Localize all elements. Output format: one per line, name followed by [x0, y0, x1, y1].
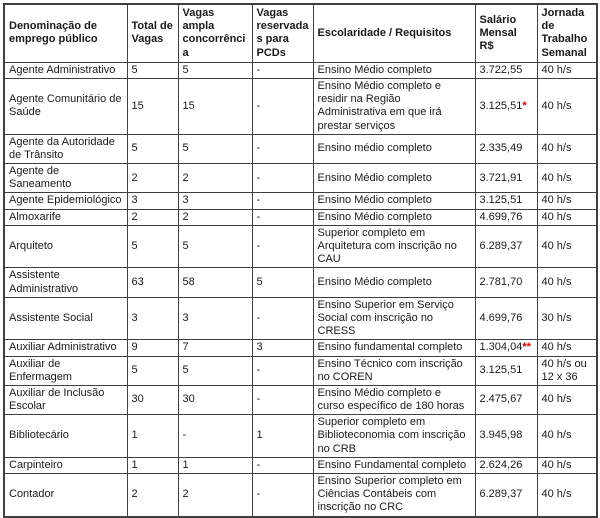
- cell-ampla: 2: [178, 209, 252, 225]
- cell-pcd: -: [252, 62, 313, 78]
- cell-total: 63: [127, 268, 178, 297]
- cell-cargo: Bibliotecário: [4, 415, 127, 458]
- cell-jornada: 40 h/s: [537, 415, 597, 458]
- header-row: [4, 4, 597, 62]
- salary-value: 3.125,51: [479, 364, 523, 377]
- cell-ampla: -: [178, 415, 252, 458]
- cell-jornada: 40 h/s: [537, 340, 597, 356]
- cell-salario: [475, 164, 537, 193]
- cell-escolaridade: Ensino Técnico com inscrição no COREN: [313, 356, 475, 385]
- salary-footnote-marker: **: [522, 341, 531, 354]
- table-body: [4, 62, 597, 516]
- cell-pcd: -: [252, 78, 313, 134]
- cell-total: 15: [127, 78, 178, 134]
- cell-jornada: 40 h/s ou 12 x 36: [537, 356, 597, 385]
- cell-total: 1: [127, 415, 178, 458]
- table-row: [4, 268, 597, 297]
- cell-salario: [475, 78, 537, 134]
- col-header-ampla: Vagas ampla concorrência: [178, 4, 252, 62]
- cell-escolaridade: Ensino Superior em Serviço Social com inscrição no CRESS: [313, 297, 475, 340]
- cell-salario: [475, 457, 537, 473]
- cell-total: 5: [127, 225, 178, 268]
- table-row: [4, 385, 597, 414]
- salary-value: 6.289,37: [479, 240, 523, 252]
- cell-salario: [475, 415, 537, 458]
- salary-value: 3.945,98: [479, 429, 523, 442]
- cell-ampla: 2: [178, 164, 252, 193]
- table-row: [4, 340, 597, 356]
- cell-salario: [475, 385, 537, 414]
- cell-pcd: -: [252, 385, 313, 414]
- cell-jornada: 40 h/s: [537, 457, 597, 473]
- cell-jornada: 40 h/s: [537, 474, 597, 517]
- cell-ampla: 15: [178, 78, 252, 134]
- col-header-escolaridade: Escolaridade / Requisitos: [313, 4, 475, 62]
- table-row: [4, 415, 597, 458]
- cell-pcd: -: [252, 225, 313, 268]
- cell-jornada: 40 h/s: [537, 209, 597, 225]
- salary-value: 2.624,26: [479, 458, 523, 471]
- cell-jornada: 40 h/s: [537, 225, 597, 268]
- cell-cargo: Agente da Autoridade de Trânsito: [4, 134, 127, 163]
- cell-ampla: 2: [178, 474, 252, 517]
- cell-escolaridade: Ensino Médio completo e residir na Região Administrativa em que irá prestar serviços: [313, 78, 475, 134]
- cell-total: 5: [127, 134, 178, 163]
- table-row: [4, 457, 597, 473]
- table-row: [4, 225, 597, 268]
- cell-pcd: -: [252, 209, 313, 225]
- col-header-total: Total de Vagas: [127, 4, 178, 62]
- cell-total: 1: [127, 457, 178, 473]
- jobs-table: [3, 3, 598, 518]
- cell-cargo: Arquiteto: [4, 225, 127, 268]
- cell-escolaridade: Ensino Médio completo: [313, 268, 475, 297]
- cell-jornada: 40 h/s: [537, 268, 597, 297]
- cell-escolaridade: Superior completo em Biblioteconomia com inscrição no CRB: [313, 415, 475, 458]
- cell-pcd: -: [252, 134, 313, 163]
- cell-escolaridade: Ensino fundamental completo: [313, 340, 475, 356]
- cell-salario: [475, 225, 537, 268]
- table-row: [4, 62, 597, 78]
- cell-escolaridade: Ensino Médio completo: [313, 209, 475, 225]
- cell-total: 2: [127, 209, 178, 225]
- cell-salario: [475, 134, 537, 163]
- cell-total: 3: [127, 193, 178, 209]
- salary-value: 4.699,76: [479, 311, 523, 324]
- cell-salario: [475, 474, 537, 517]
- cell-total: 5: [127, 356, 178, 385]
- cell-escolaridade: Ensino Médio completo: [313, 193, 475, 209]
- cell-cargo: Auxiliar de Enfermagem: [4, 356, 127, 385]
- cell-escolaridade: Ensino Médio completo: [313, 62, 475, 78]
- cell-salario: [475, 356, 537, 385]
- salary-value: 6.289,37: [479, 488, 523, 501]
- col-header-pcd: Vagas reservadas para PCDs: [252, 4, 313, 62]
- cell-ampla: 5: [178, 62, 252, 78]
- cell-pcd: -: [252, 193, 313, 209]
- cell-salario: [475, 62, 537, 78]
- cell-cargo: Agente Comunitário de Saúde: [4, 78, 127, 134]
- cell-cargo: Agente de Saneamento: [4, 164, 127, 193]
- salary-value: 3.125,51: [479, 99, 523, 112]
- salary-value: 3.721,91: [479, 171, 523, 184]
- cell-ampla: 3: [178, 193, 252, 209]
- cell-escolaridade: Ensino Superior completo em Ciências Contábeis com inscrição no CRC: [313, 474, 475, 517]
- cell-total: 3: [127, 297, 178, 340]
- cell-pcd: 5: [252, 268, 313, 297]
- cell-jornada: 40 h/s: [537, 134, 597, 163]
- cell-jornada: 40 h/s: [537, 62, 597, 78]
- table-row: [4, 134, 597, 163]
- cell-pcd: -: [252, 297, 313, 340]
- cell-ampla: 3: [178, 297, 252, 340]
- cell-cargo: Assistente Social: [4, 297, 127, 340]
- cell-ampla: 5: [178, 356, 252, 385]
- salary-value: 2.335,49: [479, 142, 523, 155]
- cell-ampla: 5: [178, 225, 252, 268]
- cell-cargo: Carpinteiro: [4, 457, 127, 473]
- salary-value: 4.699,76: [479, 210, 523, 223]
- cell-pcd: -: [252, 164, 313, 193]
- table-row: [4, 78, 597, 134]
- cell-escolaridade: Ensino Fundamental completo: [313, 457, 475, 473]
- cell-total: 2: [127, 164, 178, 193]
- table-header: [4, 4, 597, 62]
- cell-salario: [475, 268, 537, 297]
- cell-pcd: -: [252, 356, 313, 385]
- cell-pcd: -: [252, 474, 313, 517]
- cell-salario: [475, 297, 537, 340]
- cell-cargo: Almoxarife: [4, 209, 127, 225]
- cell-jornada: 40 h/s: [537, 385, 597, 414]
- cell-ampla: 30: [178, 385, 252, 414]
- col-header-jornada: Jornada de Trabalho Semanal: [537, 4, 597, 62]
- col-header-salario: Salário Mensal R$: [475, 4, 537, 62]
- salary-value: 2.475,67: [479, 393, 523, 406]
- table-row: [4, 474, 597, 517]
- table-row: [4, 193, 597, 209]
- cell-jornada: 40 h/s: [537, 78, 597, 134]
- cell-cargo: Agente Epidemiológico: [4, 193, 127, 209]
- salary-value: 2.781,70: [479, 275, 523, 288]
- table-row: [4, 209, 597, 225]
- cell-cargo: Auxiliar de Inclusão Escolar: [4, 385, 127, 414]
- cell-total: 9: [127, 340, 178, 356]
- salary-value: 3.722,55: [479, 63, 523, 76]
- cell-jornada: 40 h/s: [537, 193, 597, 209]
- cell-pcd: 3: [252, 340, 313, 356]
- cell-pcd: 1: [252, 415, 313, 458]
- cell-cargo: Contador: [4, 474, 127, 517]
- cell-salario: [475, 193, 537, 209]
- salary-footnote-marker: *: [522, 99, 527, 112]
- cell-cargo: Agente Administrativo: [4, 62, 127, 78]
- cell-pcd: -: [252, 457, 313, 473]
- cell-ampla: 5: [178, 134, 252, 163]
- cell-salario: [475, 209, 537, 225]
- cell-ampla: 7: [178, 340, 252, 356]
- cell-total: 5: [127, 62, 178, 78]
- salary-value: 1.304,04: [479, 341, 523, 354]
- cell-escolaridade: Ensino Médio completo e curso específico de 180 horas: [313, 385, 475, 414]
- cell-ampla: 1: [178, 457, 252, 473]
- table-row: [4, 356, 597, 385]
- cell-jornada: 40 h/s: [537, 164, 597, 193]
- col-header-cargo: Denominação de emprego público: [4, 4, 127, 62]
- cell-jornada: 30 h/s: [537, 297, 597, 340]
- cell-total: 30: [127, 385, 178, 414]
- cell-cargo: Auxiliar Administrativo: [4, 340, 127, 356]
- table-row: [4, 297, 597, 340]
- cell-escolaridade: Ensino Médio completo: [313, 164, 475, 193]
- cell-escolaridade: Superior completo em Arquitetura com inscrição no CAU: [313, 225, 475, 268]
- cell-cargo: Assistente Administrativo: [4, 268, 127, 297]
- cell-salario: [475, 340, 537, 356]
- cell-ampla: 58: [178, 268, 252, 297]
- table-row: [4, 164, 597, 193]
- cell-escolaridade: Ensino médio completo: [313, 134, 475, 163]
- cell-total: 2: [127, 474, 178, 517]
- salary-value: 3.125,51: [479, 194, 523, 207]
